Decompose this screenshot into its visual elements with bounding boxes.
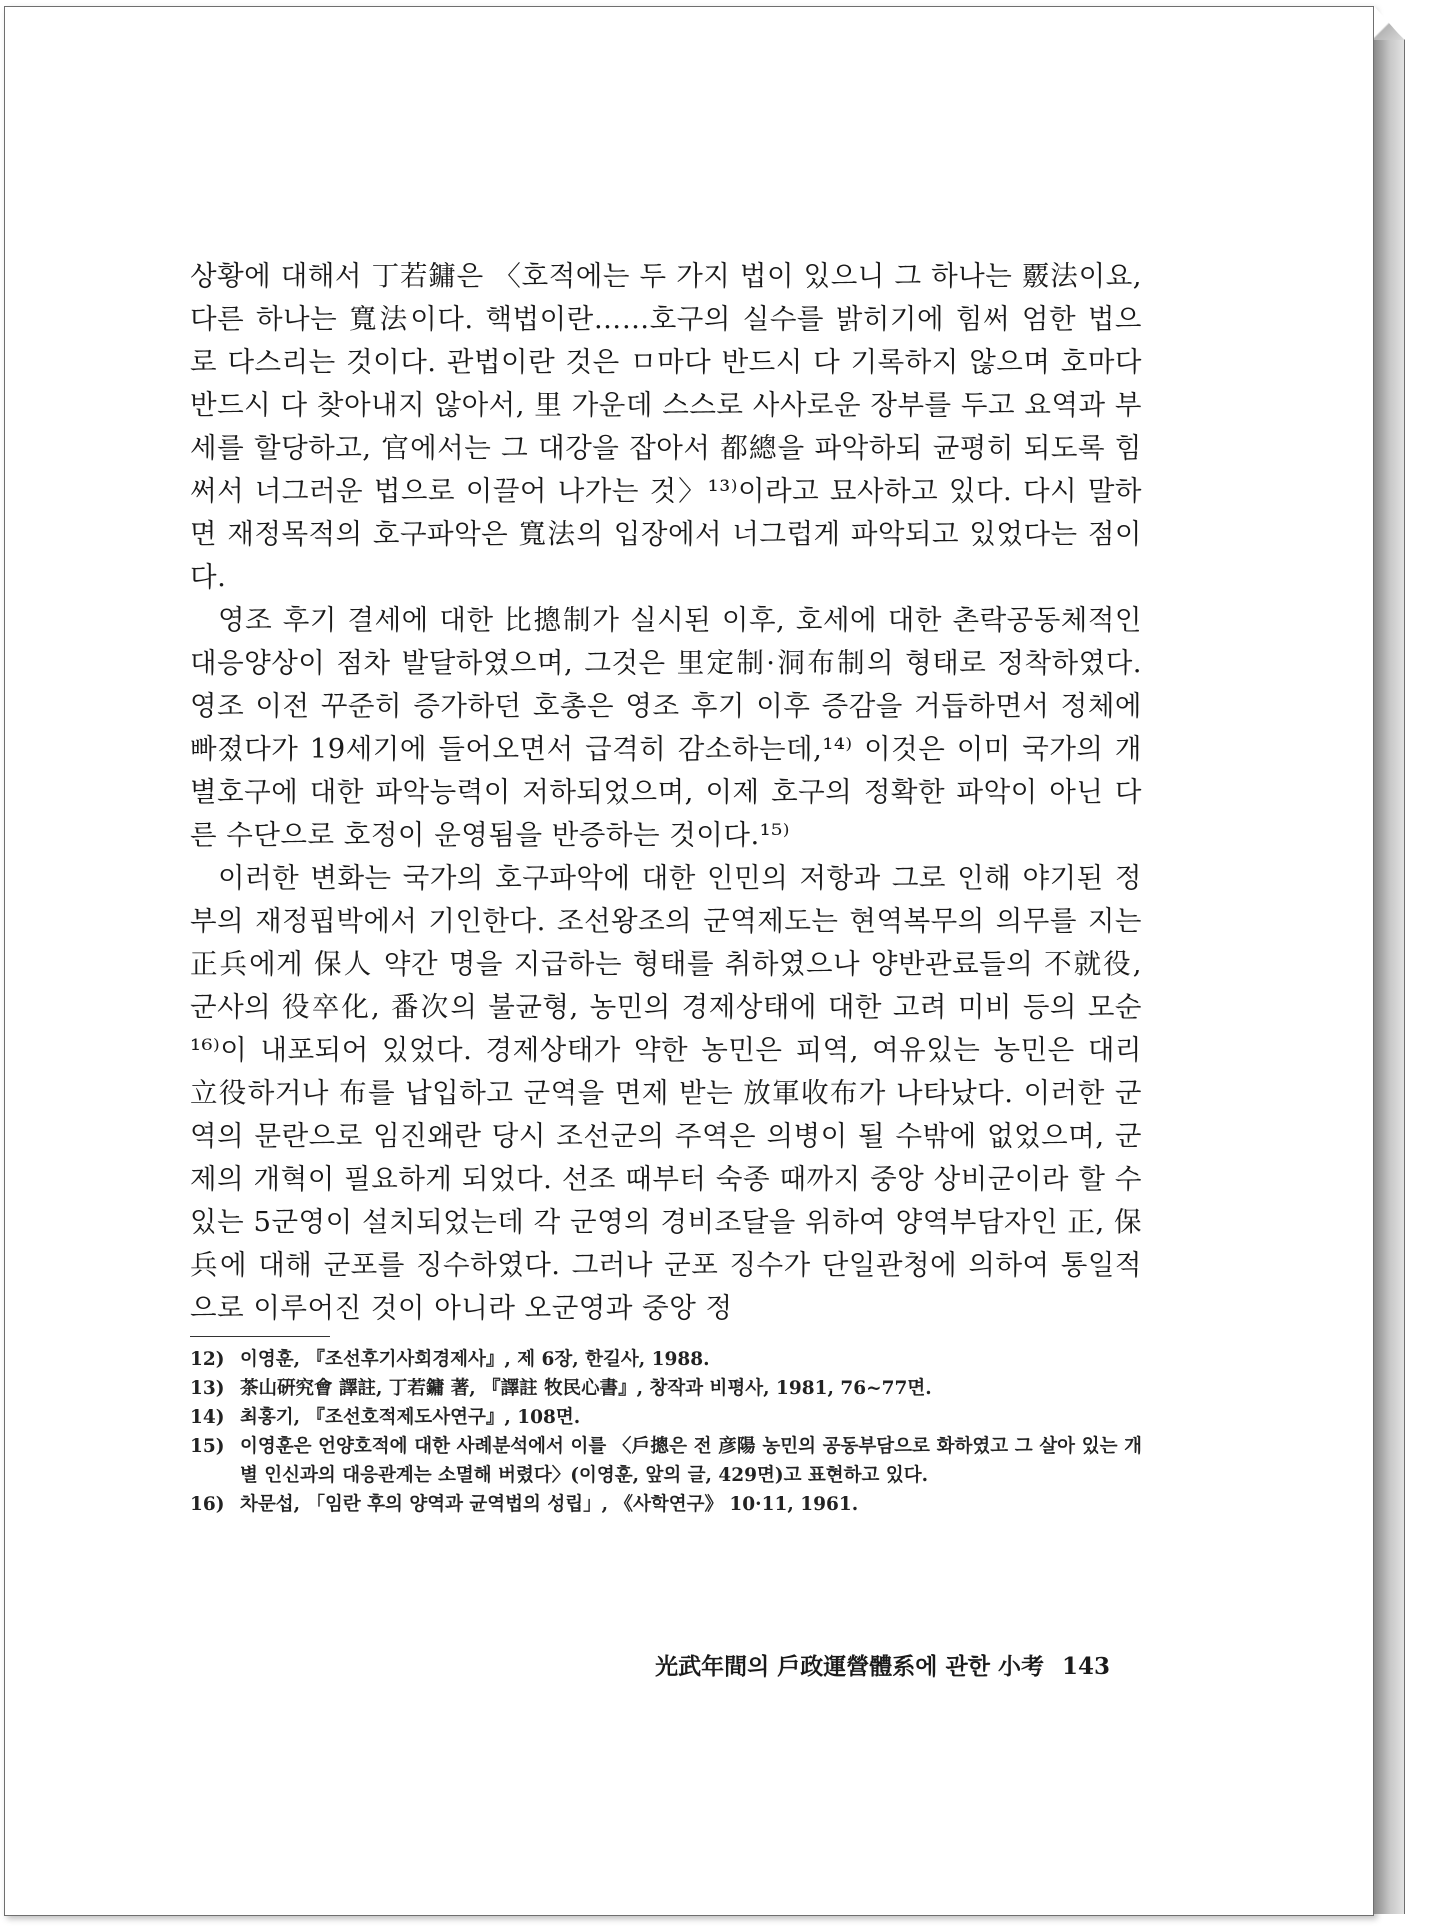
page-corner-fold (1374, 6, 1404, 40)
footnote-text: 최홍기, 『조선호적제도사연구』, 108면. (240, 1407, 581, 1428)
footnote-12 (190, 1345, 1142, 1374)
paragraph-3: 이러한 변화는 국가의 호구파악에 대한 인민의 저항과 그로 인해 야기된 정부의 재정핍박에서 기인한다. 조선왕조의 군역제도는 현역복무의 의무를 지는 正兵에게 保人 약간 명을 지급하는 형태를 취하였으나 양반관료들의 不就役, 군사의 役卒化, 番次의 불균형, 농민의 경제상태에 대한 고려 미비 등의 모순¹⁶⁾이 내포되어 있었다. 경제상태가 약한 농민은 피역, 여유있는 농민은 대리 立役하거나 布를 납입하고 군역을 면제 받는 放軍收布가 나타났다. 이러한 군역의 문란으로 임진왜란 당시 조선군의 주역은 의병이 될 수밖에 없었으며, 군제의 개혁이 필요하게 되었다. 선조 때부터 숙종 때까지 중앙 상비군이라 할 수 있는 5군영이 설치되었는데 각 군영의 경비조달을 위하여 양역부담자인 正, 保兵에 대해 군포를 징수하였다. 그러나 군포 징수가 단일관청에 의하여 통일적으로 이루어진 것이 아니라 오군영과 중앙 정 (190, 862, 1142, 1324)
running-footer (590, 1648, 1110, 1681)
footnote-text: 이영훈, 『조선후기사회경제사』, 제 6장, 한길사, 1988. (240, 1349, 710, 1370)
footnote-number: 16) (190, 1494, 225, 1515)
running-footer-title: 光武年間의 戶政運營體系에 관한 小考 (655, 1653, 1044, 1680)
footnote-divider (190, 1336, 330, 1337)
footnote-number: 12) (190, 1349, 225, 1370)
footnote-14 (190, 1403, 1142, 1432)
page-number: 143 (1061, 1653, 1110, 1680)
footnote-number: 13) (190, 1378, 225, 1399)
page-content (190, 255, 1142, 1519)
paragraph-1: 상황에 대해서 丁若鏞은 〈호적에는 두 가지 법이 있으니 그 하나는 覈法이요, 다른 하나는 寬法이다. 핵법이란……호구의 실수를 밝히기에 힘써 엄한 법으로 다스리는 것이다. 관법이란 것은 ㅁ마다 반드시 다 기록하지 않으며 호마다 반드시 다 찾아내지 않아서, 里 가운데 스스로 사사로운 장부를 두고 요역과 부세를 할당하고, 官에서는 그 대강을 잡아서 都總을 파악하되 균평히 되도록 힘써서 너그러운 법으로 이끌어 나가는 것〉¹³⁾이라고 묘사하고 있다. 다시 말하면 재정목적의 호구파악은 寬法의 입장에서 너그럽게 파악되고 있었다는 점이다. (190, 260, 1142, 593)
footnote-text: 차문섭, 「임란 후의 양역과 균역법의 성립」, 《사학연구》 10·11, 1961. (240, 1494, 859, 1515)
footnote-16 (190, 1490, 1142, 1519)
footnote-number: 15) (190, 1436, 225, 1457)
footnote-15 (190, 1432, 1142, 1490)
page-edge-shadow (1374, 10, 1405, 1914)
footnote-text: 이영훈은 언양호적에 대한 사례분석에서 이를 〈戶摠은 전 彦陽 농민의 공동부담으로 화하였고 그 살아 있는 개별 인신과의 대응관계는 소멸해 버렸다〉(이영훈, 앞의 글, 429면)고 표현하고 있다. (240, 1436, 1142, 1486)
footnote-text: 茶山硏究會 譯註, 丁若鏞 著, 『譯註 牧民心書』, 창작과 비평사, 1981, 76~77면. (240, 1378, 932, 1399)
paragraph-2: 영조 후기 결세에 대한 比摠制가 실시된 이후, 호세에 대한 촌락공동체적인 대응양상이 점차 발달하였으며, 그것은 里定制·洞布制의 형태로 정착하였다. 영조 이전 꾸준히 증가하던 호총은 영조 후기 이후 증감을 거듭하면서 정체에 빠졌다가 19세기에 들어오면서 급격히 감소하는데,¹⁴⁾ 이것은 이미 국가의 개별호구에 대한 파악능력이 저하되었으며, 이제 호구의 정확한 파악이 아닌 다른 수단으로 호정이 운영됨을 반증하는 것이다.¹⁵⁾ (190, 604, 1142, 851)
body-text (190, 255, 1142, 1330)
footnote-13 (190, 1374, 1142, 1403)
footnotes (190, 1345, 1142, 1519)
footnote-number: 14) (190, 1407, 225, 1428)
